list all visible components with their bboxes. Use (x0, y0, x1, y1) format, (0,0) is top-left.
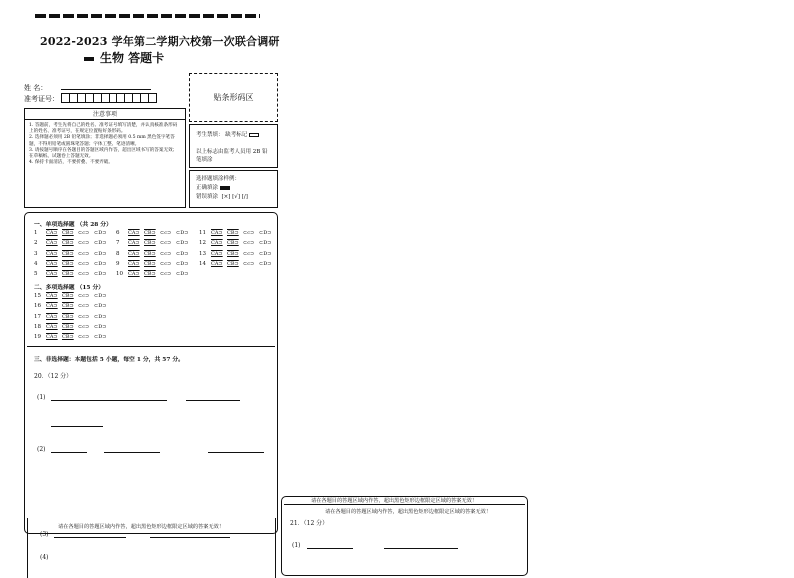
boundary-note: 请在各题目的答题区域内作答，超出黑色矩形边框限定区域的答案无效！ (58, 524, 225, 530)
note-item: 2. 选择题必须用 2B 铅笔填涂；非选择题必须用 0.5 mm 黑色签字笔答题，不得用铅笔或圆珠笔答题；字体工整、笔迹清晰。 (29, 135, 175, 147)
fill-example-box (189, 170, 278, 208)
notes-text (25, 120, 185, 166)
mc-row[interactable]: 14 CA⊃ CB⊃ ⊂c⊃ ⊂D⊃ (199, 261, 272, 267)
mc-row[interactable]: 17 CA⊃ CB⊃ ⊂c⊃ ⊂D⊃ (34, 314, 107, 320)
boundary-note: 请在各题目的答题区域内作答，超出黑色矩形边框限定区域的答案无效！ (325, 509, 492, 515)
note-item: 3. 请按题号顺序在各题目的答题区域内作答，超出区域书写的答案无效；在草稿纸、试题卷上答题无效。 (29, 147, 178, 160)
notes-box (24, 108, 186, 208)
q20-part4-label: (4) (40, 554, 49, 561)
answer-line[interactable] (54, 537, 126, 538)
mc-row[interactable]: 1 CA⊃ CB⊃ ⊂c⊃ ⊂D⊃ (34, 230, 107, 236)
mc-row[interactable]: 19 CA⊃ CB⊃ ⊂c⊃ ⊂D⊃ (34, 334, 107, 340)
answer-line[interactable] (51, 452, 87, 453)
mc-row[interactable]: 2 CA⊃ CB⊃ ⊂c⊃ ⊂D⊃ (34, 240, 107, 246)
question-20-label: 20．（12 分） (34, 373, 73, 380)
mc-row[interactable]: 5 CA⊃ CB⊃ ⊂c⊃ ⊂D⊃ (34, 271, 107, 277)
boundary-note: 请在各题目的答题区域内作答，超出黑色矩形边框限定区域的答案无效！ (311, 498, 478, 504)
name-field[interactable] (61, 89, 151, 90)
mc-row[interactable]: 16 CA⊃ CB⊃ ⊂c⊃ ⊂D⊃ (34, 303, 107, 309)
mc-row[interactable]: 8 CA⊃ CB⊃ ⊂c⊃ ⊂D⊃ (116, 251, 189, 257)
mc-row[interactable]: 9 CA⊃ CB⊃ ⊂c⊃ ⊂D⊃ (116, 261, 189, 267)
absent-mark-box[interactable] (249, 133, 259, 137)
exam-status-box (189, 124, 278, 168)
section2-heading: 二、多项选择题 （15 分） (34, 285, 105, 291)
title-marker-icon (84, 57, 94, 61)
header-dash-bar (35, 14, 260, 18)
mc-row[interactable]: 4 CA⊃ CB⊃ ⊂c⊃ ⊂D⊃ (34, 261, 107, 267)
id-number-boxes[interactable] (61, 93, 157, 103)
absent-note: 以上标志由监考人员用 2B 铅笔填涂 (196, 149, 268, 163)
question-21-label: 21．（12 分） (290, 520, 329, 527)
note-item: 4. 保持卡面清洁，不要折叠、不要弄破。 (29, 160, 113, 166)
mc-row[interactable]: 7 CA⊃ CB⊃ ⊂c⊃ ⊂D⊃ (116, 240, 189, 246)
mc-row[interactable]: 15 CA⊃ CB⊃ ⊂c⊃ ⊂D⊃ (34, 293, 107, 299)
answer-line[interactable] (186, 400, 240, 401)
section-divider (284, 504, 525, 505)
correct-fill-label: 正确填涂 (196, 185, 219, 191)
id-label: 准考证号： (24, 95, 59, 103)
fill-example-title: 选择题填涂样例： (196, 176, 241, 182)
mc-row[interactable]: 6 CA⊃ CB⊃ ⊂c⊃ ⊂D⊃ (116, 230, 189, 236)
q20-part3-label: (3) (40, 531, 49, 538)
mc-row[interactable]: 3 CA⊃ CB⊃ ⊂c⊃ ⊂D⊃ (34, 251, 107, 257)
section3-heading: 三、非选择题：本题包括 5 小题，每空 1 分，共 57 分。 (34, 357, 184, 363)
mc-row[interactable]: 11 CA⊃ CB⊃ ⊂c⊃ ⊂D⊃ (199, 230, 272, 236)
answer-line[interactable] (51, 426, 103, 427)
answer-line[interactable] (51, 400, 167, 401)
subject-title: 生物 答题卡 (84, 49, 164, 66)
correct-fill-icon (220, 186, 230, 190)
answer-line[interactable] (208, 452, 264, 453)
notes-heading: 注意事项 (25, 109, 185, 120)
wrong-fill-marks: [×] [√] [/] (221, 194, 248, 200)
q20-part1-label: (1) (37, 394, 46, 401)
answer-line[interactable] (384, 548, 458, 549)
barcode-area: 贴条形码区 (189, 73, 278, 122)
note-item: 1. 答题前，考生先将自己的姓名、准考证号填写清楚，并认真核准条形码上的姓名、准考证号，在规定位置贴好条形码。 (29, 123, 178, 135)
section-divider (27, 346, 275, 347)
absent-label: 考生禁填： 缺考标记 (196, 132, 248, 138)
mc-row[interactable]: 13 CA⊃ CB⊃ ⊂c⊃ ⊂D⊃ (199, 251, 272, 257)
mc-row[interactable]: 10 CA⊃ CB⊃ ⊂c⊃ ⊂D⊃ (116, 271, 189, 277)
q21-part1-label: (1) (292, 542, 301, 549)
mc-row[interactable]: 12 CA⊃ CB⊃ ⊂c⊃ ⊂D⊃ (199, 240, 272, 246)
mc-row[interactable]: 18 CA⊃ CB⊃ ⊂c⊃ ⊂D⊃ (34, 324, 107, 330)
answer-line[interactable] (307, 548, 353, 549)
name-label: 姓 名： (24, 84, 48, 92)
wrong-fill-label: 错误填涂 (196, 194, 219, 200)
answer-line[interactable] (150, 537, 230, 538)
answer-line[interactable] (104, 452, 160, 453)
section1-heading: 一、单项选择题 （共 28 分） (34, 222, 112, 228)
q20-part2-label: (2) (37, 446, 46, 453)
exam-title: 2022-2023 学年第二学期六校第一次联合调研 (40, 35, 280, 48)
